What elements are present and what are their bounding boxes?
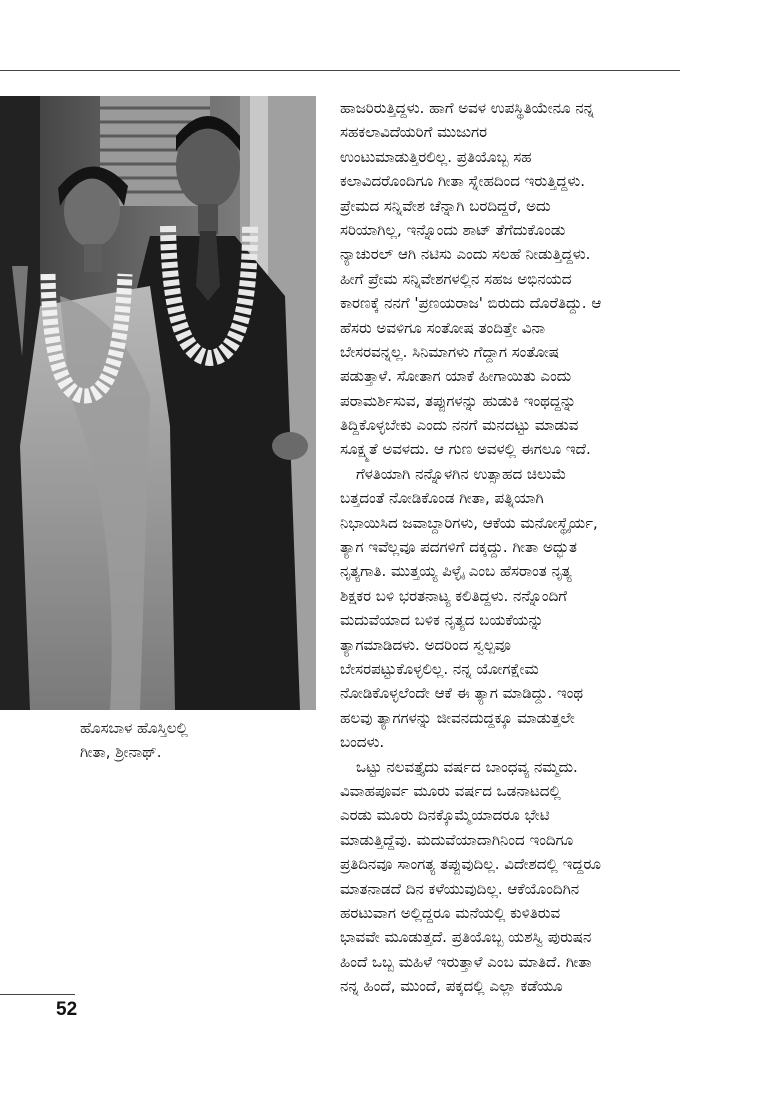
text-line: ಉಂಟುಮಾಡುತ್ತಿರಲಿಲ್ಲ. ಪ್ರತಿಯೊಬ್ಬ ಸಹ	[340, 147, 532, 166]
text-line: ಬೇಸರಪಟ್ಟುಕೊಳ್ಳಲಿಲ್ಲ. ನನ್ನ ಯೋಗಕ್ಷೇಮ	[340, 659, 539, 678]
text-line: ಪರಾಮರ್ಶಿಸುವ, ತಪ್ಪುಗಳನ್ನು ಹುಡುಕಿ ಇಂಥದ್ದನ್ನು	[340, 391, 577, 410]
text-line: ಬಂದಳು.	[340, 733, 385, 752]
text-line: ಹಿಂದೆ ಒಬ್ಬ ಮಹಿಳೆ ಇರುತ್ತಾಳೆ ಎಂಬ ಮಾತಿದೆ. ಗೀತಾ	[340, 952, 592, 971]
text-line: ತ್ಯಾಗಮಾಡಿದಳು. ಅದರಿಂದ ಸ್ವಲ್ಪವೂ	[340, 635, 511, 654]
text-line: ನೋಡಿಕೊಳ್ಳಲೆಂದೇ ಆಕೆ ಈ ತ್ಯಾಗ ಮಾಡಿದ್ದು. ಇಂಥ	[340, 684, 584, 703]
text-line: ಪಡುತ್ತಾಳೆ. ಸೋತಾಗ ಯಾಕೆ ಹೀಗಾಯಿತು ಎಂದು	[340, 367, 572, 386]
text-line: ನಿಭಾಯಿಸಿದ ಜವಾಬ್ದಾರಿಗಳು, ಆಕೆಯ ಮನೋಸ್ಥೈರ್ಯ,	[340, 513, 598, 532]
text-line: ಬೇಸರವನ್ನಲ್ಲ. ಸಿನಿಮಾಗಳು ಗೆದ್ದಾಗ ಸಂತೋಷ	[340, 342, 559, 361]
article-body	[340, 96, 680, 998]
text-line: ಬತ್ತದಂತೆ ನೋಡಿಕೊಂಡ ಗೀತಾ, ಪತ್ನಿಯಾಗಿ	[340, 489, 544, 508]
wedding-photo	[0, 96, 316, 710]
text-line: ಹಾಜರಿರುತ್ತಿದ್ದಳು. ಹಾಗೆ ಅವಳ ಉಪಸ್ಥಿತಿಯೇನೂ ನನ್ನ	[340, 99, 595, 117]
text-line: ಮಾತನಾಡದೆ ದಿನ ಕಳೆಯುವುದಿಲ್ಲ. ಆಕೆಯೊಂದಿಗಿನ	[340, 879, 580, 898]
text-line: ಕಾರಣಕ್ಕೆ ನನಗೆ 'ಪ್ರಣಯರಾಜ' ಬಿರುದು ದೊರೆತಿದ್ದು. ಆ	[340, 294, 602, 313]
page-number: 52	[56, 999, 78, 1020]
text-line: ನನ್ನ ಹಿಂದೆ, ಮುಂದೆ, ಪಕ್ಕದಲ್ಲಿ ಎಲ್ಲಾ ಕಡೆಯೂ	[340, 977, 563, 996]
photo-illustration	[0, 96, 316, 710]
text-line: ಪ್ರತಿದಿನವೂ ಸಾಂಗತ್ಯ ತಪ್ಪುವುದಿಲ್ಲ. ವಿದೇಶದಲ್ಲಿ ಇದ್ದರೂ	[340, 855, 601, 874]
paragraph-start-line: ಗೆಳತಿಯಾಗಿ ನನ್ನೊಳಗಿನ ಉತ್ಸಾಹದ ಚಿಲುಮೆ	[356, 464, 567, 483]
text-line: ಸೂಕ್ಷ್ಮತೆ ಅವಳದು. ಆ ಗುಣ ಅವಳಲ್ಲಿ ಈಗಲೂ ಇದೆ.	[340, 440, 591, 459]
text-line: ಶಿಕ್ಷಕರ ಬಳಿ ಭರತನಾಟ್ಯ ಕಲಿತಿದ್ದಳು. ನನ್ನೊಂದಿಗೆ	[340, 586, 567, 605]
footer-rule	[0, 994, 75, 995]
text-line: ಹಲವು ತ್ಯಾಗಗಳನ್ನು ಜೀವನದುದ್ದಕ್ಕೂ ಮಾಡುತ್ತಲೇ	[340, 708, 575, 727]
text-line: ನೃತ್ಯಗಾತಿ. ಮುತ್ತಯ್ಯ ಪಿಳ್ಳೈ ಎಂಬ ಹೆಸರಾಂತ ನೃತ್ಯ	[340, 562, 572, 581]
text-line: ಮದುವೆಯಾದ ಬಳಿಕ ನೃತ್ಯದ ಬಯಕೆಯನ್ನು	[340, 611, 544, 630]
top-rule	[0, 70, 680, 71]
text-line: ಪ್ರೇಮದ ಸನ್ನಿವೇಶ ಚೆನ್ನಾಗಿ ಬರದಿದ್ದರೆ, ಅದು	[340, 196, 551, 215]
text-line: ಮಾಡುತ್ತಿದ್ದೆವು. ಮದುವೆಯಾದಾಗಿನಿಂದ ಇಂದಿಗೂ	[340, 830, 574, 849]
text-line: ವಿವಾಹಪೂರ್ವ ಮೂರು ವರ್ಷದ ಒಡನಾಟದಲ್ಲಿ	[340, 781, 561, 800]
text-line: ಸರಿಯಾಗಿಲ್ಲ, ಇನ್ನೊಂದು ಶಾಟ್ ತೆಗೆದುಕೊಂಡು	[340, 220, 566, 239]
text-line: ತ್ಯಾಗ ಇವೆಲ್ಲವೂ ಪದಗಳಿಗೆ ದಕ್ಕದ್ದು. ಗೀತಾ ಅದ್ಭುತ	[340, 538, 577, 557]
text-line: ಹೀಗೆ ಪ್ರೇಮ ಸನ್ನಿವೇಶಗಳಲ್ಲಿನ ಸಹಜ ಅಭಿನಯದ	[340, 269, 572, 288]
paragraph-start-line: ಒಟ್ಟು ನಲವತ್ತೈದು ವರ್ಷದ ಬಾಂಧವ್ಯ ನಮ್ಮದು.	[356, 757, 578, 776]
caption-line: ಗೀತಾ, ಶ್ರೀನಾಥ್.	[80, 743, 162, 761]
text-line: ಹರಟುವಾಗ ಅಲ್ಲಿದ್ದರೂ ಮನೆಯಲ್ಲಿ ಕುಳಿತಿರುವ	[340, 903, 561, 922]
text-line: ತಿದ್ದಿಕೊಳ್ಳಬೇಕು ಎಂದು ನನಗೆ ಮನದಟ್ಟು ಮಾಡುವ	[340, 416, 579, 435]
caption-line: ಹೊಸಬಾಳ ಹೊಸ್ತಿಲಲ್ಲಿ	[80, 719, 188, 737]
text-line: ಎರಡು ಮೂರು ದಿನಕ್ಕೊಮ್ಮೆಯಾದರೂ ಭೇಟಿ	[340, 806, 550, 825]
text-line: ಹೆಸರು ಅವಳಿಗೂ ಸಂತೋಷ ತಂದಿತ್ತೇ ವಿನಾ	[340, 318, 546, 337]
text-line: ಸಹಕಲಾವಿದೆಯರಿಗೆ ಮುಜುಗರ	[340, 123, 488, 142]
text-line: ನ್ಯಾಚುರಲ್ ಆಗಿ ನಟಿಸು ಎಂದು ಸಲಹೆ ನೀಡುತ್ತಿದ್ದಳು.	[340, 245, 591, 264]
text-line: ಕಲಾವಿದರೊಂದಿಗೂ ಗೀತಾ ಸ್ನೇಹದಿಂದ ಇರುತ್ತಿದ್ದಳು.	[340, 172, 586, 191]
photo-caption	[80, 716, 316, 764]
text-line: ಭಾವವೇ ಮೂಡುತ್ತದೆ. ಪ್ರತಿಯೊಬ್ಬ ಯಶಸ್ವಿ ಪುರುಷನ	[340, 928, 592, 947]
